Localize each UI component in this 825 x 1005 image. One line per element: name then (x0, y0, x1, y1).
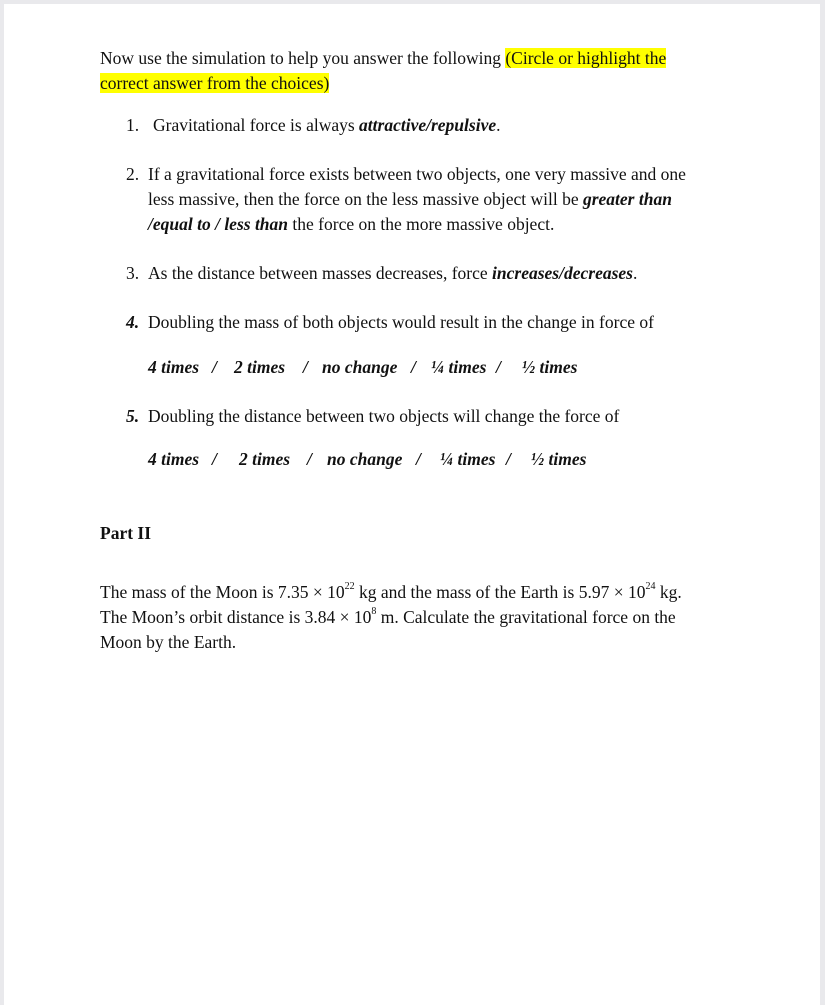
question-1-text: Gravitational force is always (153, 115, 360, 135)
choice-4-times: 4 times (148, 449, 200, 469)
choice-separator: / (212, 357, 217, 377)
choice-separator: / (212, 449, 217, 469)
question-3-number: 3. (126, 263, 140, 283)
question-1-number: 1. (126, 115, 140, 135)
choice-no-change: no change (322, 357, 398, 377)
question-5-choices (148, 447, 768, 472)
question-2-number: 2. (126, 164, 140, 184)
question-1-end: . (496, 115, 501, 135)
intro-text: Now use the simulation to help you answer the following (100, 48, 506, 68)
intro-paragraph (100, 46, 740, 96)
part-2-paragraph (100, 580, 730, 655)
question-3-text: As the distance between masses decreases, force (148, 263, 493, 283)
part-2-text: Moon by the Earth. (100, 632, 237, 652)
intro-highlight-2: correct answer from the choices) (100, 73, 330, 93)
question-3-answer-choices: increases/decreases (492, 263, 633, 283)
part-2-text: kg and the mass of the Earth is 5.97 × 10 (354, 582, 646, 602)
part-2-text: The mass of the Moon is 7.35 × 10 (100, 582, 345, 602)
question-2-answer-a: greater than (582, 189, 672, 209)
question-2-answer-b: /equal to / less than (148, 214, 289, 234)
exponent: 8 (371, 606, 377, 618)
question-3-end: . (632, 263, 638, 283)
choice-separator: / (496, 357, 501, 377)
question-2 (148, 162, 738, 237)
exponent: 22 (344, 581, 355, 593)
choice-separator: / (411, 357, 416, 377)
part-2-text: The Moon’s orbit distance is 3.84 × 10 (100, 607, 372, 627)
question-1-answer-choices: attractive/repulsive (359, 115, 497, 135)
choice-quarter-times: ¼ times (440, 449, 496, 469)
choice-4-times: 4 times (148, 357, 200, 377)
part-2-heading: Part II (100, 523, 152, 543)
part-2-text: kg. (655, 582, 682, 602)
question-4-choices (148, 355, 768, 380)
choice-2-times: 2 times (239, 449, 291, 469)
question-1 (153, 113, 743, 138)
choice-half-times: ½ times (522, 357, 578, 377)
document-page (4, 4, 820, 1005)
choice-separator: / (307, 449, 312, 469)
choice-2-times: 2 times (234, 357, 286, 377)
intro-highlight-1: (Circle or highlight the (505, 48, 667, 68)
question-5-number: 5. (126, 406, 140, 426)
question-5-text: Doubling the distance between two objects will change the force of (148, 406, 620, 426)
exponent: 24 (645, 581, 656, 593)
question-4-number: 4. (126, 312, 140, 332)
choice-separator: / (506, 449, 511, 469)
choice-separator: / (416, 449, 421, 469)
part-2-text: m. Calculate the gravitational force on the (376, 607, 676, 627)
choice-separator: / (303, 357, 308, 377)
choice-no-change: no change (327, 449, 403, 469)
question-3 (148, 261, 738, 286)
choice-half-times: ½ times (531, 449, 587, 469)
question-2-line-2: less massive, then the force on the less massive object will be (148, 189, 583, 209)
question-4-text: Doubling the mass of both objects would result in the change in force of (148, 312, 654, 332)
choice-quarter-times: ¼ times (431, 357, 487, 377)
question-2-line-1: If a gravitational force exists between two objects, one very massive and one (148, 164, 686, 184)
question-2-line-3: the force on the more massive object. (288, 214, 555, 234)
